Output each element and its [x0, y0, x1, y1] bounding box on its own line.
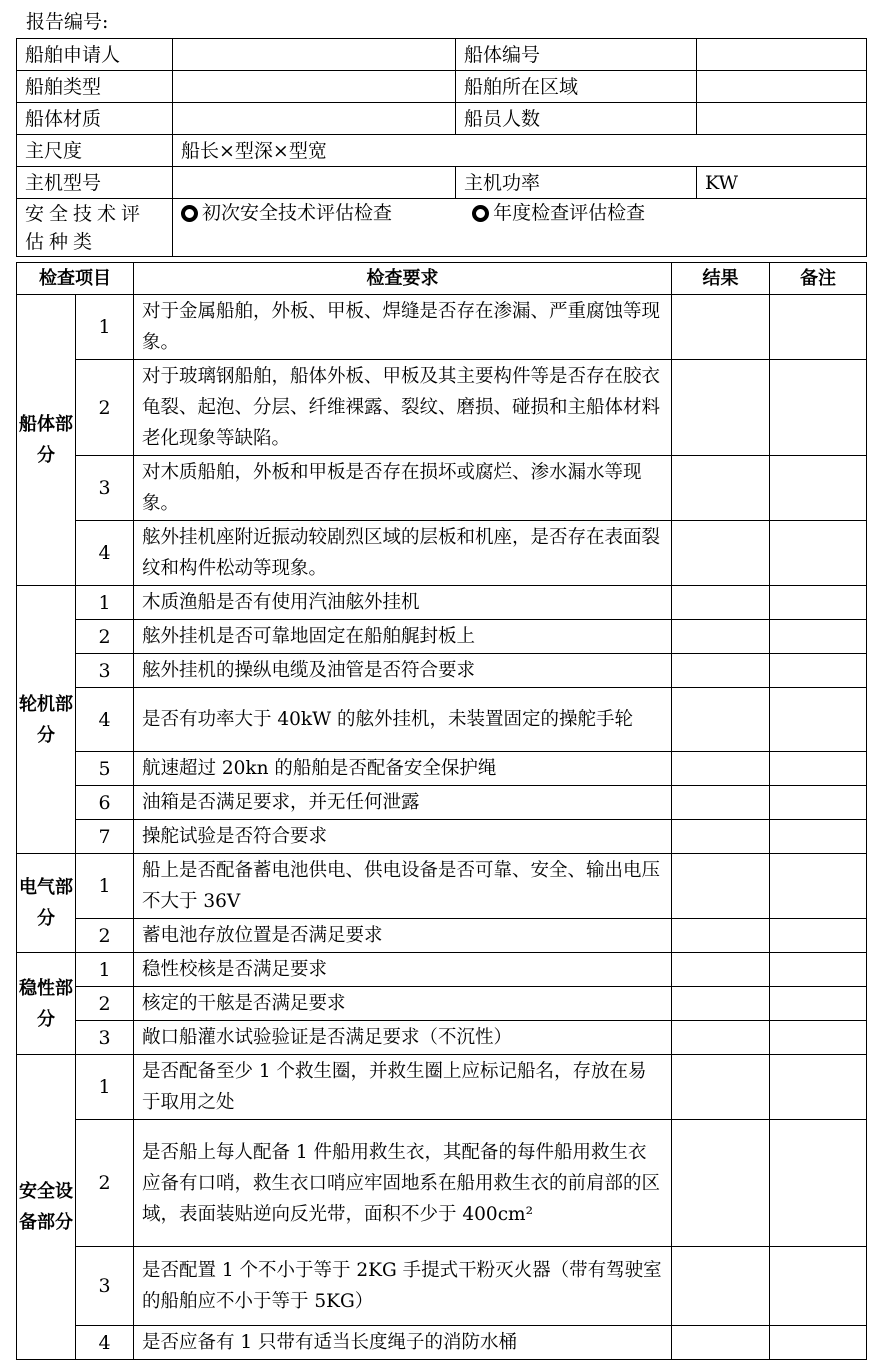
result-field[interactable]: [672, 854, 770, 919]
table-row: [17, 295, 867, 360]
result-field[interactable]: [672, 1055, 770, 1120]
item-number: 3: [76, 456, 134, 521]
result-field[interactable]: [672, 1247, 770, 1326]
table-row: [17, 654, 867, 688]
vessel-info-table: [16, 38, 867, 257]
engine-model-field[interactable]: [173, 167, 456, 199]
hull-number-label: 船体编号: [456, 39, 697, 71]
table-row: [17, 360, 867, 456]
item-requirement: 是否配备至少 1 个救生圈，并救生圈上应标记船名，存放在易于取用之处: [134, 1055, 672, 1120]
result-field[interactable]: [672, 919, 770, 953]
result-field[interactable]: [672, 1021, 770, 1055]
vessel-type-field[interactable]: [173, 71, 456, 103]
item-number: 2: [76, 620, 134, 654]
item-requirement: 蓄电池存放位置是否满足要求: [134, 919, 672, 953]
result-field[interactable]: [672, 654, 770, 688]
remark-field[interactable]: [770, 854, 867, 919]
initial-assessment-label: 初次安全技术评估检查: [202, 202, 393, 224]
remark-field[interactable]: [770, 295, 867, 360]
item-requirement: 是否有功率大于 40kW 的舷外挂机，未装置固定的操舵手轮: [134, 688, 672, 752]
item-requirement: 舷外挂机的操纵电缆及油管是否符合要求: [134, 654, 672, 688]
table-row: [17, 1021, 867, 1055]
remark-field[interactable]: [770, 820, 867, 854]
radio-icon: [472, 205, 489, 222]
annual-assessment-option[interactable]: [472, 199, 645, 227]
result-field[interactable]: [672, 586, 770, 620]
item-number: 3: [76, 654, 134, 688]
item-requirement: 对木质船舶，外板和甲板是否存在损坏或腐烂、渗水漏水等现象。: [134, 456, 672, 521]
item-requirement: 是否配置 1 个不小于等于 2KG 手提式干粉灭火器（带有驾驶室的船舶应不小于等于 5KG）: [134, 1247, 672, 1326]
remark-field[interactable]: [770, 1055, 867, 1120]
result-field[interactable]: [672, 1120, 770, 1247]
table-row: [17, 688, 867, 752]
engine-model-label: 主机型号: [17, 167, 173, 199]
item-number: 3: [76, 1021, 134, 1055]
item-number: 2: [76, 1120, 134, 1247]
vessel-region-label: 船舶所在区域: [456, 71, 697, 103]
crew-count-field[interactable]: [697, 103, 867, 135]
item-requirement: 木质渔船是否有使用汽油舷外挂机: [134, 586, 672, 620]
radio-icon: [181, 205, 198, 222]
table-row: [17, 1055, 867, 1120]
item-number: 4: [76, 1326, 134, 1360]
item-requirement: 对于玻璃钢船舶，船体外板、甲板及其主要构件等是否存在胶衣龟裂、起泡、分层、纤维裸露、裂纹、磨损、碰损和主船体材料老化现象等缺陷。: [134, 360, 672, 456]
item-requirement: 敞口船灌水试验验证是否满足要求（不沉性）: [134, 1021, 672, 1055]
initial-assessment-option[interactable]: [181, 199, 392, 227]
header-item: 检查项目: [17, 263, 134, 295]
section-safety-equipment-label: 安全设备部分: [17, 1055, 76, 1360]
item-requirement: 稳性校核是否满足要求: [134, 953, 672, 987]
item-requirement: 舷外挂机是否可靠地固定在船舶艉封板上: [134, 620, 672, 654]
item-number: 5: [76, 752, 134, 786]
section-electrical-label: 电气部分: [17, 854, 76, 953]
applicant-label: 船舶申请人: [17, 39, 173, 71]
section-stability-label: 稳性部分: [17, 953, 76, 1055]
result-field[interactable]: [672, 456, 770, 521]
item-number: 1: [76, 953, 134, 987]
annual-assessment-label: 年度检查评估检查: [493, 202, 646, 224]
remark-field[interactable]: [770, 786, 867, 820]
result-field[interactable]: [672, 620, 770, 654]
remark-field[interactable]: [770, 360, 867, 456]
section-engine-label: 轮机部分: [17, 586, 76, 854]
table-row: [17, 456, 867, 521]
item-number: 1: [76, 854, 134, 919]
remark-field[interactable]: [770, 586, 867, 620]
remark-field[interactable]: [770, 620, 867, 654]
item-number: 3: [76, 1247, 134, 1326]
hull-material-label: 船体材质: [17, 103, 173, 135]
result-field[interactable]: [672, 786, 770, 820]
remark-field[interactable]: [770, 688, 867, 752]
remark-field[interactable]: [770, 1021, 867, 1055]
item-number: 7: [76, 820, 134, 854]
item-requirement: 船上是否配备蓄电池供电、供电设备是否可靠、安全、输出电压不大于 36V: [134, 854, 672, 919]
item-number: 2: [76, 987, 134, 1021]
item-requirement: 核定的干舷是否满足要求: [134, 987, 672, 1021]
table-row: [17, 1247, 867, 1326]
remark-field[interactable]: [770, 1326, 867, 1360]
vessel-type-label: 船舶类型: [17, 71, 173, 103]
engine-power-label: 主机功率: [456, 167, 697, 199]
applicant-field[interactable]: [173, 39, 456, 71]
item-number: 2: [76, 360, 134, 456]
table-row: [17, 1120, 867, 1247]
item-requirement: 是否应备有 1 只带有适当长度绳子的消防水桶: [134, 1326, 672, 1360]
remark-field[interactable]: [770, 1247, 867, 1326]
main-dimension-label: 主尺度: [17, 135, 173, 167]
item-number: 1: [76, 295, 134, 360]
hull-number-field[interactable]: [697, 39, 867, 71]
result-field[interactable]: [672, 360, 770, 456]
result-field[interactable]: [672, 521, 770, 586]
result-field[interactable]: [672, 1326, 770, 1360]
item-requirement: 对于金属船舶，外板、甲板、焊缝是否存在渗漏、严重腐蚀等现象。: [134, 295, 672, 360]
item-requirement: 航速超过 20kn 的船舶是否配备安全保护绳: [134, 752, 672, 786]
item-requirement: 是否船上每人配备 1 件船用救生衣，其配备的每件船用救生衣应备有口哨，救生衣口哨应牢固地系在船用救生衣的前肩部的区域，表面装贴逆向反光带，面积不少于 400cm²: [134, 1120, 672, 1247]
result-field[interactable]: [672, 953, 770, 987]
engine-power-field[interactable]: KW: [697, 167, 867, 199]
remark-field[interactable]: [770, 987, 867, 1021]
inspection-table: [16, 262, 867, 1360]
item-requirement: 舷外挂机座附近振动较剧烈区域的层板和机座，是否存在表面裂纹和构件松动等现象。: [134, 521, 672, 586]
result-field[interactable]: [672, 688, 770, 752]
section-hull-label: 船体部分: [17, 295, 76, 586]
item-number: 6: [76, 786, 134, 820]
remark-field[interactable]: [770, 919, 867, 953]
crew-count-label: 船员人数: [456, 103, 697, 135]
report-number-label: 报告编号:: [26, 11, 109, 33]
assessment-kind-options: [173, 199, 867, 257]
result-field[interactable]: [672, 752, 770, 786]
item-requirement: 操舵试验是否符合要求: [134, 820, 672, 854]
result-field[interactable]: [672, 987, 770, 1021]
header-remark: 备注: [770, 263, 867, 295]
table-row: [17, 752, 867, 786]
table-row: [17, 1326, 867, 1360]
hull-material-field[interactable]: [173, 103, 456, 135]
item-number: 1: [76, 1055, 134, 1120]
table-row: [17, 620, 867, 654]
table-row: [17, 786, 867, 820]
table-row: [17, 521, 867, 586]
header-requirement: 检查要求: [134, 263, 672, 295]
table-row: [17, 987, 867, 1021]
remark-field[interactable]: [770, 752, 867, 786]
item-number: 4: [76, 688, 134, 752]
assessment-kind-label: 安全技术评估种类: [17, 199, 173, 257]
result-field[interactable]: [672, 295, 770, 360]
result-field[interactable]: [672, 820, 770, 854]
item-number: 1: [76, 586, 134, 620]
item-requirement: 油箱是否满足要求，并无任何泄露: [134, 786, 672, 820]
table-row: [17, 854, 867, 919]
remark-field[interactable]: [770, 521, 867, 586]
remark-field[interactable]: [770, 1120, 867, 1247]
header-result: 结果: [672, 263, 770, 295]
remark-field[interactable]: [770, 456, 867, 521]
table-row: [17, 953, 867, 987]
table-row: [17, 586, 867, 620]
remark-field[interactable]: [770, 953, 867, 987]
table-row: [17, 820, 867, 854]
table-row: [17, 919, 867, 953]
main-dimension-field[interactable]: 船长×型深×型宽: [173, 135, 867, 167]
item-number: 4: [76, 521, 134, 586]
vessel-region-field[interactable]: [697, 71, 867, 103]
remark-field[interactable]: [770, 654, 867, 688]
item-number: 2: [76, 919, 134, 953]
